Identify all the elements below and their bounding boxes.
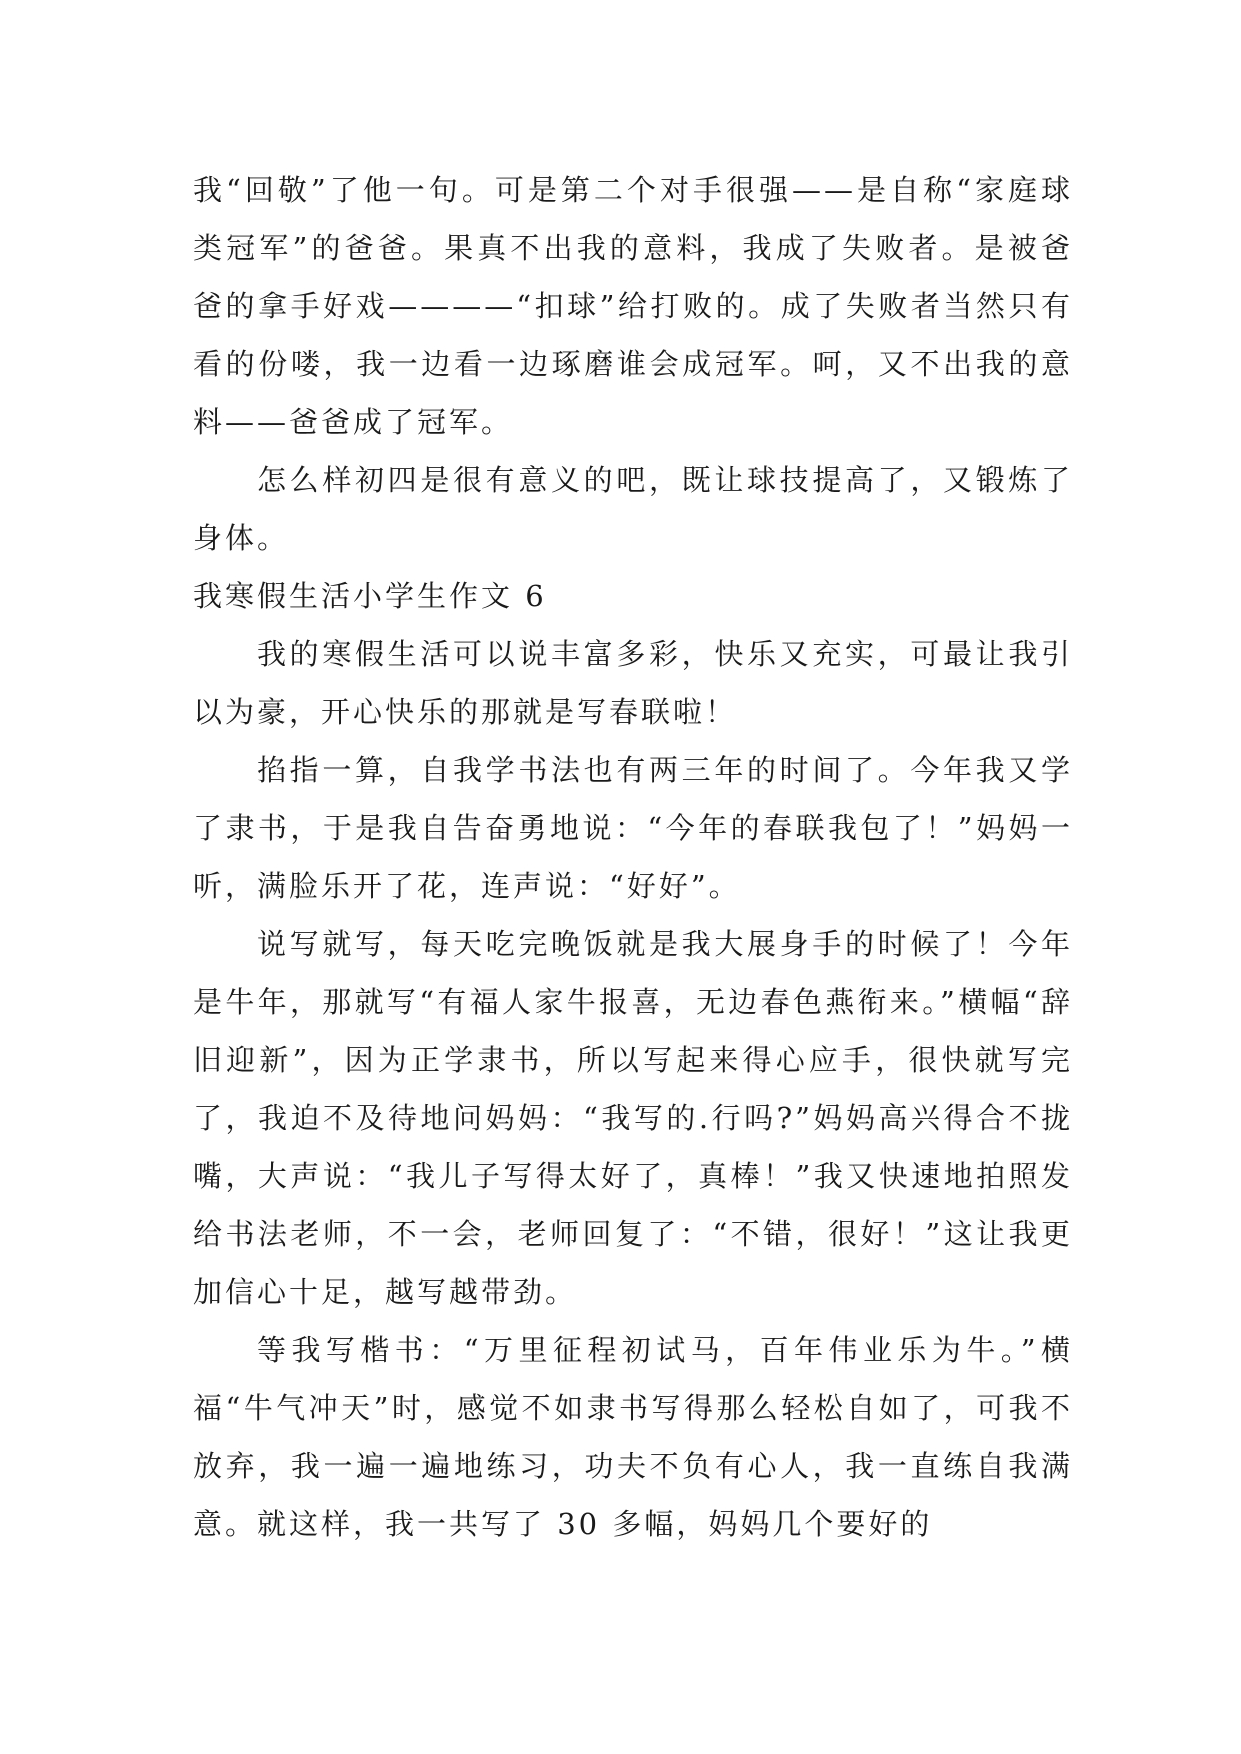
document-body xyxy=(193,161,1073,1553)
paragraph: 说写就写，每天吃完晚饭就是我大展身手的时候了！今年是牛年，那就写“有福人家牛报喜，无边春色燕衔来。”横幅“辞旧迎新”，因为正学隶书，所以写起来得心应手，很快就写完了，我迫不及待地问妈妈：“我写的.行吗?”妈妈高兴得合不拢嘴，大声说：“我儿子写得太好了，真棒！”我又快速地拍照发给书法老师，不一会，老师回复了：“不错，很好！”这让我更加信心十足，越写越带劲。 xyxy=(193,927,1073,1309)
section-title: 我寒假生活小学生作文 6 xyxy=(193,579,547,613)
paragraph-continued: 我“回敬”了他一句。可是第二个对手很强——是自称“家庭球类冠军”的爸爸。果真不出我的意料，我成了失败者。是被爸爸的拿手好戏————“扣球”给打败的。成了失败者当然只有看的份喽，我一边看一边琢磨谁会成冠军。呵，又不出我的意料——爸爸成了冠军。 xyxy=(193,173,1073,439)
paragraph: 我的寒假生活可以说丰富多彩，快乐又充实，可最让我引以为豪，开心快乐的那就是写春联啦！ xyxy=(193,637,1073,729)
paragraph-conclusion: 怎么样初四是很有意义的吧，既让球技提高了，又锻炼了身体。 xyxy=(193,463,1073,555)
paragraph: 掐指一算，自我学书法也有两三年的时间了。今年我又学了隶书，于是我自告奋勇地说：“今年的春联我包了！”妈妈一听，满脸乐开了花，连声说：“好好”。 xyxy=(193,753,1073,903)
paragraph: 等我写楷书：“万里征程初试马，百年伟业乐为牛。”横福“牛气冲天”时，感觉不如隶书写得那么轻松自如了，可我不放弃，我一遍一遍地练习，功夫不负有心人，我一直练自我满意。就这样，我一共写了 30 多幅，妈妈几个要好的 xyxy=(193,1333,1073,1541)
